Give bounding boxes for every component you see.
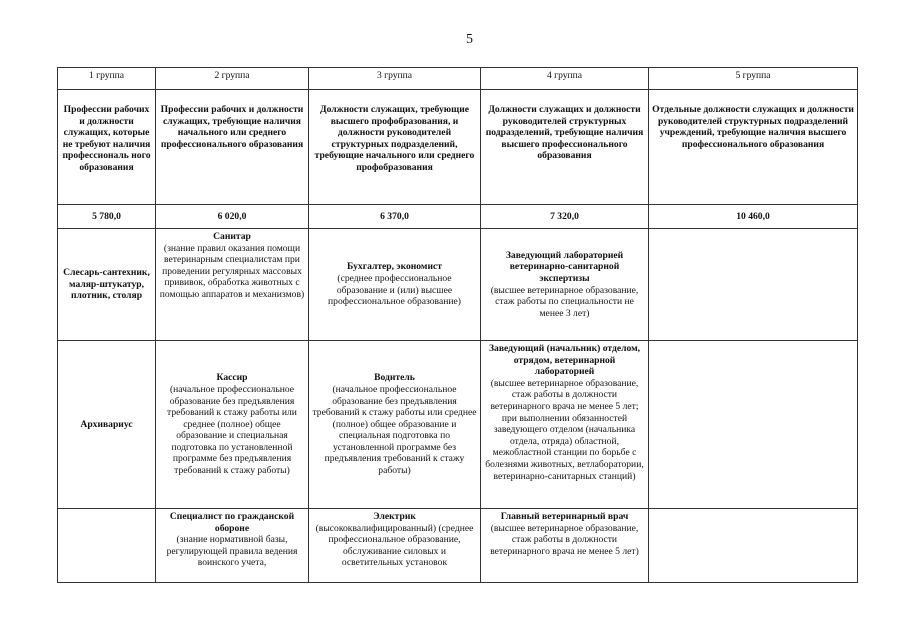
position-requirements: (высшее ветеринарное образование, стаж работы в должности ветеринарного врача не менее 5 лет; при выполнении обязанностей заведующего отделом (начальника отдела, отряда) областной, межобластной станции по борьбе с болезнями животных, ветлаборатории, ветеринарно-санитарных станций) xyxy=(485,377,644,482)
description-group-5: Отдельные должности служащих и должности руководителей структурных подразделений учреждений, требующие наличия высшего профессионального образования xyxy=(649,90,858,205)
row-3-group-3 xyxy=(309,509,481,583)
table-row xyxy=(58,229,858,341)
position-title: Бухгалтер, экономист xyxy=(347,261,442,273)
row-3-group-4 xyxy=(481,509,649,583)
row-2-group-1: Архивариус xyxy=(58,341,156,509)
header-group-5: 5 группа xyxy=(649,68,858,90)
position-title: Водитель xyxy=(374,372,415,384)
row-3-group-1 xyxy=(58,509,156,583)
position-title: Специалист по гражданской обороне xyxy=(169,511,295,534)
position-requirements: (знание нормативной базы, регулирующей правила ведения воинского учета, xyxy=(166,534,298,569)
row-1-group-2 xyxy=(156,229,309,341)
table-row xyxy=(58,341,858,509)
salary-group-2: 6 020,0 xyxy=(156,205,309,229)
salary-row xyxy=(58,205,858,229)
row-2-group-4 xyxy=(481,341,649,509)
salary-group-4: 7 320,0 xyxy=(481,205,649,229)
row-3-group-5 xyxy=(649,509,858,583)
row-1-group-5 xyxy=(649,229,858,341)
position-requirements: (высшее ветеринарное образование, стаж работы по специальности не менее 3 лет) xyxy=(490,284,639,319)
position-title: Кассир xyxy=(216,372,248,384)
position-requirements: (знание правил оказания помощи ветеринарным специалистам при проведении регулярных массовых прививок, обработка животных с помощью аппаратов и механизмов) xyxy=(159,242,305,300)
page-number: 5 xyxy=(466,32,473,47)
row-1-group-3 xyxy=(309,229,481,341)
description-group-4: Должности служащих и должности руководителей структурных подразделений, требующие наличия высшего профессионального образования xyxy=(481,90,649,205)
row-1-group-4 xyxy=(481,229,649,341)
salary-groups-table xyxy=(57,67,858,583)
header-group-4: 4 группа xyxy=(481,68,649,90)
salary-group-3: 6 370,0 xyxy=(309,205,481,229)
description-group-3: Должности служащих, требующие высшего профобразования, и должности руководителей структурных подразделений, требующие начального или среднего профобразования xyxy=(309,90,481,205)
position-requirements: (высшее ветеринарное образование, стаж работы в должности ветеринарного врача не менее 5 лет) xyxy=(490,522,639,557)
position-title: Главный ветеринарный врач xyxy=(500,511,629,522)
description-group-2: Профессии рабочих и должности служащих, требующие наличия начального или среднего профессионального образования xyxy=(156,90,309,205)
salary-group-5: 10 460,0 xyxy=(649,205,858,229)
position-title: Санитар xyxy=(213,231,251,242)
row-3-group-2 xyxy=(156,509,309,583)
row-2-group-3 xyxy=(309,341,481,509)
row-2-group-5 xyxy=(649,341,858,509)
position-title: Электрик xyxy=(373,511,416,522)
description-group-1: Профессии рабочих и должности служащих, которые не требуют наличия профессиональ ного образования xyxy=(58,90,156,205)
salary-group-1: 5 780,0 xyxy=(58,205,156,229)
header-row xyxy=(58,68,858,90)
header-group-2: 2 группа xyxy=(156,68,309,90)
header-group-1: 1 группа xyxy=(58,68,156,90)
row-1-group-1: Слесарь-сантехник, маляр-штукатур, плотник, столяр xyxy=(58,229,156,341)
position-title: Заведующий (начальник) отделом, отрядом, ветеринарной лабораторией xyxy=(488,343,641,378)
row-2-group-2 xyxy=(156,341,309,509)
position-requirements: (начальное профессиональное образование без предъявления требований к стажу работы или среднее (полное) общее образование и специальная подготовка по установленной программе без предъявления требований к стажу работы) xyxy=(167,383,297,477)
position-title: Заведующий лабораторией ветеринарно-санитарной экспертизы xyxy=(505,249,624,284)
position-requirements: (начальное профессиональное образование без предъявления требований к стажу работы или среднее (полное) общее образование и специальная подготовка по установленной программе без предъявления требований к стажу работы) xyxy=(312,383,477,477)
table-row xyxy=(58,509,858,583)
position-requirements: (высококвалифицированный) (среднее профессиональное образование, обслуживание силовых и осветительных установок xyxy=(315,522,474,569)
position-requirements: (среднее профессиональное образование и (или) высшее профессиональное образование) xyxy=(328,272,461,308)
header-group-3: 3 группа xyxy=(309,68,481,90)
description-row xyxy=(58,90,858,205)
